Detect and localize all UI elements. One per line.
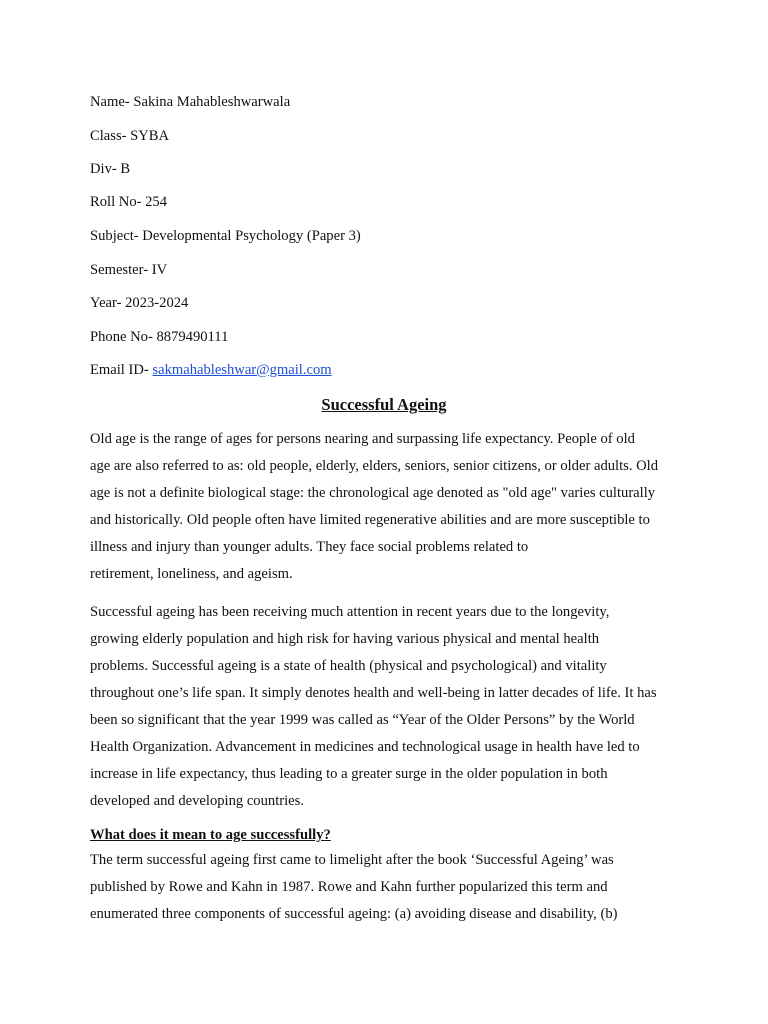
paragraph-line: enumerated three components of successful ageing: (a) avoiding disease and disability, (b) [90,906,618,922]
student-email-line [90,361,332,379]
paragraph-definition [90,847,690,928]
paragraph-line: and historically. Old people often have limited regenerative abilities and are more susceptible to [90,512,650,528]
paragraph-line: throughout one’s life span. It simply denotes health and well-being in latter decades of life. It has [90,685,657,701]
paragraph-line: Old age is the range of ages for persons nearing and surpassing life expectancy. People of old [90,431,635,447]
paragraph-line: retirement, loneliness, and ageism. [90,566,293,582]
paragraph-line: illness and injury than younger adults. They face social problems related to [90,539,529,555]
student-semester: Semester- IV [90,262,168,278]
student-class: Class- SYBA [90,128,170,144]
paragraph-line: increase in life expectancy, thus leading to a greater surge in the older population in both [90,766,608,782]
paragraph-line: age are also referred to as: old people, elderly, elders, seniors, senior citizens, or older adults. Old [90,458,659,474]
paragraph-line: The term successful ageing first came to limelight after the book ‘Successful Ageing’ was [90,852,614,868]
paragraph-line: developed and developing countries. [90,793,304,809]
email-link[interactable]: sakmahableshwar@gmail.com [152,362,332,378]
student-div: Div- B [90,161,131,177]
paragraph-line: been so significant that the year 1999 was called as “Year of the Older Persons” by the World [90,712,635,728]
paragraph-line: age is not a definite biological stage: the chronological age denoted as "old age" varies culturally [90,485,656,501]
paragraph-successful-ageing [90,599,690,815]
paragraph-line: problems. Successful ageing is a state of health (physical and psychological) and vitality [90,658,607,674]
student-roll: Roll No- 254 [90,194,168,210]
student-year: Year- 2023-2024 [90,295,189,311]
paragraph-intro [90,426,690,588]
paragraph-line: Health Organization. Advancement in medicines and technological usage in health have led to [90,739,640,755]
paragraph-line: growing elderly population and high risk for having various physical and mental health [90,631,600,647]
student-subject: Subject- Developmental Psychology (Paper 3) [90,228,361,244]
page-title: Successful Ageing [321,395,447,414]
paragraph-line: published by Rowe and Kahn in 1987. Rowe and Kahn further popularized this term and [90,879,608,895]
section-heading: What does it mean to age successfully? [90,827,331,843]
student-name: Name- Sakina Mahableshwarwala [90,94,291,110]
paragraph-line: Successful ageing has been receiving much attention in recent years due to the longevity, [90,604,610,620]
email-label: Email ID- [90,362,153,378]
student-phone: Phone No- 8879490111 [90,329,229,345]
